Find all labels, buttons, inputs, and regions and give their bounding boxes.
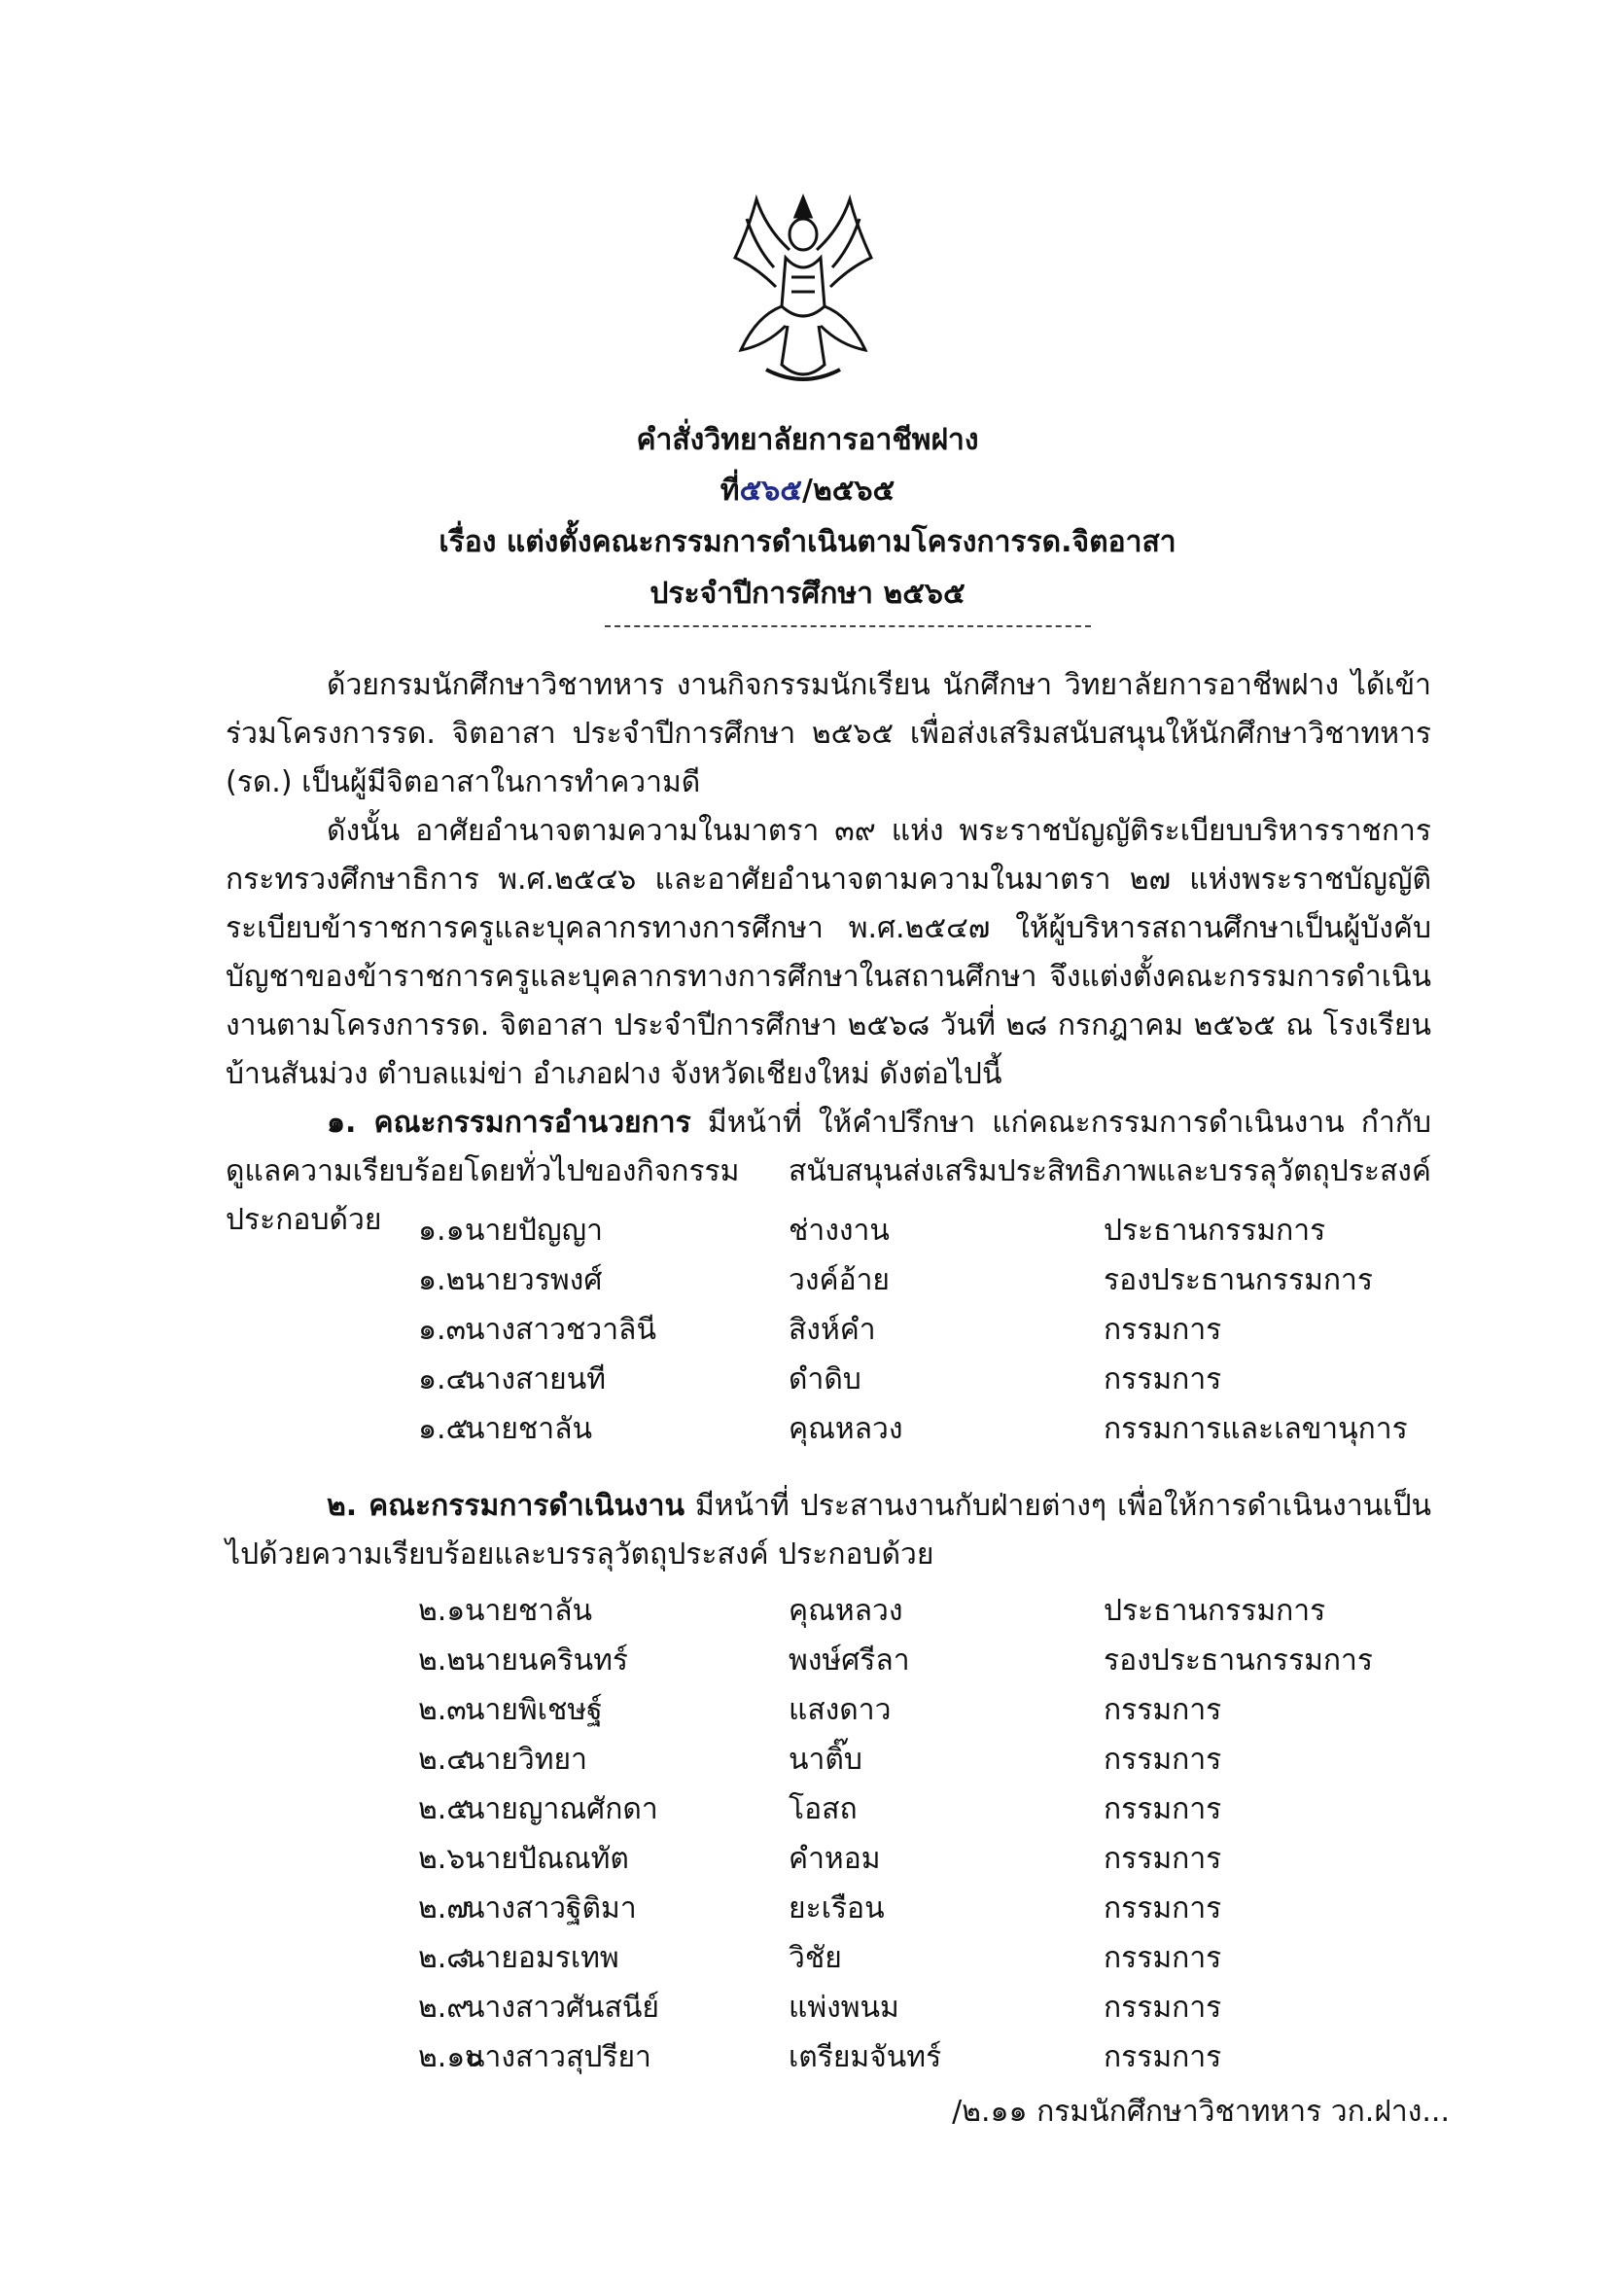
order-year: ประจำปีการศึกษา ๒๕๖๕ (650, 577, 965, 611)
order-subject: เรื่อง แต่งตั้งคณะกรรมการดำเนินตามโครงการรด.จิตอาสา (439, 525, 1176, 559)
member-name: นางสาวชวาลินี (465, 1313, 656, 1347)
member-no: ๑.๒ (418, 1263, 466, 1297)
member-row (0, 1737, 1615, 1784)
member-role: กรรมการ (1104, 1743, 1222, 1777)
member-surname: พงษ์ศรีลา (789, 1643, 910, 1678)
member-row (0, 1638, 1615, 1684)
member-name: นายพิเชษฐ์ (465, 1693, 603, 1727)
member-surname: วิชัย (789, 1941, 842, 1975)
member-no: ๒.๑ (418, 1594, 466, 1628)
member-role: กรรมการและเลขานุการ (1104, 1412, 1408, 1446)
member-row (0, 2034, 1615, 2081)
member-role: กรรมการ (1104, 1693, 1222, 1727)
member-no: ๒.๕ (418, 1792, 470, 1826)
member-row (0, 1886, 1615, 1932)
member-no: ๑.๓ (418, 1313, 467, 1347)
member-role: กรรมการ (1104, 1891, 1222, 1925)
member-row (0, 1985, 1615, 2031)
member-surname: โอสถ (789, 1792, 858, 1826)
member-surname: คุณหลวง (789, 1594, 903, 1628)
order-number-line (0, 472, 1615, 511)
section-1-title: ๑. คณะกรรมการอำนวยการ (327, 1106, 691, 1140)
paragraph-authority: ดังนั้น อาศัยอำนาจตามความในมาตรา ๓๙ แห่ง พระราชบัญญัติระเบียบบริหารราชการกระทรวงศึกษาธิการ พ.ศ.๒๕๔๖ และอาศัยอำนาจตามความในมาตรา ๒๗ แห่งพระราชบัญญัติระเบียบข้าราชการครูและบุคลากรทางการศึกษา พ.ศ.๒๕๔๗ ให้ผู้บริหารสถานศึกษาเป็นผู้บังคับบัญชาของข้าราชการครูและบุคลากรทางการศึกษาในสถานศึกษา จึงแต่งตั้งคณะกรรมการดำเนินงานตามโครงการรด. จิตอาสา ประจำปีการศึกษา ๒๕๖๘ วันที่ ๒๘ กรกฎาคม ๒๕๖๕ ณ โรงเรียนบ้านสันม่วง ตำบลแม่ข่า อำเภอฝาง จังหวัดเชียงใหม่ ดังต่อไปนี้ (226, 814, 1431, 1091)
member-name: นางสาวฐิติมา (465, 1891, 637, 1925)
member-row (0, 1257, 1615, 1304)
member-role: รองประธานกรรมการ (1104, 1643, 1374, 1678)
member-no: ๒.๔ (418, 1743, 470, 1777)
garuda-emblem-icon (727, 190, 879, 392)
member-role: กรรมการ (1104, 1991, 1222, 2025)
member-row (0, 1357, 1615, 1403)
member-no: ๑.๔ (418, 1362, 469, 1396)
order-title: คำสั่งวิทยาลัยการอาชีพฝาง (636, 423, 979, 457)
member-name: นายอมรเทพ (465, 1941, 619, 1975)
member-surname: แพ่งพนม (789, 1991, 899, 2025)
member-no: ๑.๑ (418, 1214, 465, 1248)
member-role: ประธานกรรมการ (1104, 1594, 1326, 1628)
member-no: ๒.๒ (418, 1643, 467, 1678)
member-no: ๒.๘ (418, 1941, 470, 1975)
member-role: รองประธานกรรมการ (1104, 1263, 1374, 1297)
member-no: ๒.๑๐ (418, 2040, 483, 2074)
section-2-heading (226, 1482, 1431, 1579)
member-row (0, 1687, 1615, 1734)
member-no: ๑.๕ (418, 1412, 469, 1446)
member-surname: วงค์อ้าย (789, 1263, 891, 1297)
member-name: นายนครินทร์ (465, 1643, 629, 1678)
member-name: นายวิทยา (465, 1743, 587, 1777)
member-role: ประธานกรรมการ (1104, 1214, 1326, 1248)
member-surname: นาติ๊บ (789, 1743, 862, 1777)
order-suffix: /๒๕๖๕ (802, 474, 895, 508)
member-name: นางสายนที (465, 1362, 607, 1396)
member-name: นางสาวสุปรียา (465, 2040, 651, 2074)
member-role: กรรมการ (1104, 1842, 1222, 1876)
member-no: ๒.๓ (418, 1693, 467, 1727)
member-role: กรรมการ (1104, 2040, 1222, 2074)
member-row (0, 1786, 1615, 1833)
continuation-note: /๒.๑๑ กรมนักศึกษาวิชาทหาร วก.ฝาง... (952, 2095, 1450, 2129)
member-role: กรรมการ (1104, 1792, 1222, 1826)
member-name: นายปัญญา (465, 1214, 603, 1248)
member-surname: คุณหลวง (789, 1412, 903, 1446)
order-prefix: ที่ (720, 474, 740, 508)
member-name: นายปัณณทัต (465, 1842, 629, 1876)
member-surname: ดำดิบ (789, 1362, 861, 1396)
member-surname: แสงดาว (789, 1693, 892, 1727)
member-surname: สิงห์คำ (789, 1313, 876, 1347)
paragraph-intro: ด้วยกรมนักศึกษาวิชาทหาร งานกิจกรรมนักเรียน นักศึกษา วิทยาลัยการอาชีพฝาง ได้เข้าร่วมโครงการรด. จิตอาสา ประจำปีการศึกษา ๒๕๖๕ เพื่อส่งเสริมสนับสนุนให้นักศึกษาวิชาทหาร (รด.) เป็นผู้มีจิตอาสาในการทำความดี (226, 668, 1431, 799)
member-row (0, 1307, 1615, 1354)
section-1-desc: มีหน้าที่ ให้คำปรึกษา แก่คณะกรรมการดำเนินงาน กำกับดูแลความเรียบร้อยโดยทั่วไปของกิจกรรม สนับสนุนส่งเสริมประสิทธิภาพและบรรลุวัตถุประสงค์ ประกอบด้วย (226, 1106, 1431, 1237)
member-row (0, 1208, 1615, 1254)
divider (605, 625, 1091, 627)
member-surname: เตรียมจันทร์ (789, 2040, 942, 2074)
member-role: กรรมการ (1104, 1941, 1222, 1975)
member-no: ๒.๗ (418, 1891, 469, 1925)
member-no: ๒.๖ (418, 1842, 466, 1876)
member-name: นายวรพงศ์ (465, 1263, 603, 1297)
member-name: นายชาลัน (465, 1594, 593, 1628)
member-surname: ช่างงาน (789, 1214, 890, 1248)
section-2-desc: มีหน้าที่ ประสานงานกับฝ่ายต่างๆ เพื่อให้การดำเนินงานเป็นไปด้วยความเรียบร้อยและบรรลุวัตถุประสงค์ ประกอบด้วย (226, 1489, 1431, 1572)
member-row (0, 1836, 1615, 1883)
member-row (0, 1935, 1615, 1982)
order-number: ๕๖๕ (739, 474, 803, 508)
member-row (0, 1406, 1615, 1453)
member-surname: คำหอม (789, 1842, 881, 1876)
member-surname: ยะเรือน (789, 1891, 885, 1925)
member-role: กรรมการ (1104, 1313, 1222, 1347)
member-name: นางสาวศันสนีย์ (465, 1991, 659, 2025)
member-role: กรรมการ (1104, 1362, 1222, 1396)
member-no: ๒.๙ (418, 1991, 469, 2025)
member-name: นายญาณศักดา (465, 1792, 658, 1826)
section-2-title: ๒. คณะกรรมการดำเนินงาน (327, 1489, 685, 1523)
member-name: นายชาลัน (465, 1412, 593, 1446)
member-row (0, 1588, 1615, 1635)
